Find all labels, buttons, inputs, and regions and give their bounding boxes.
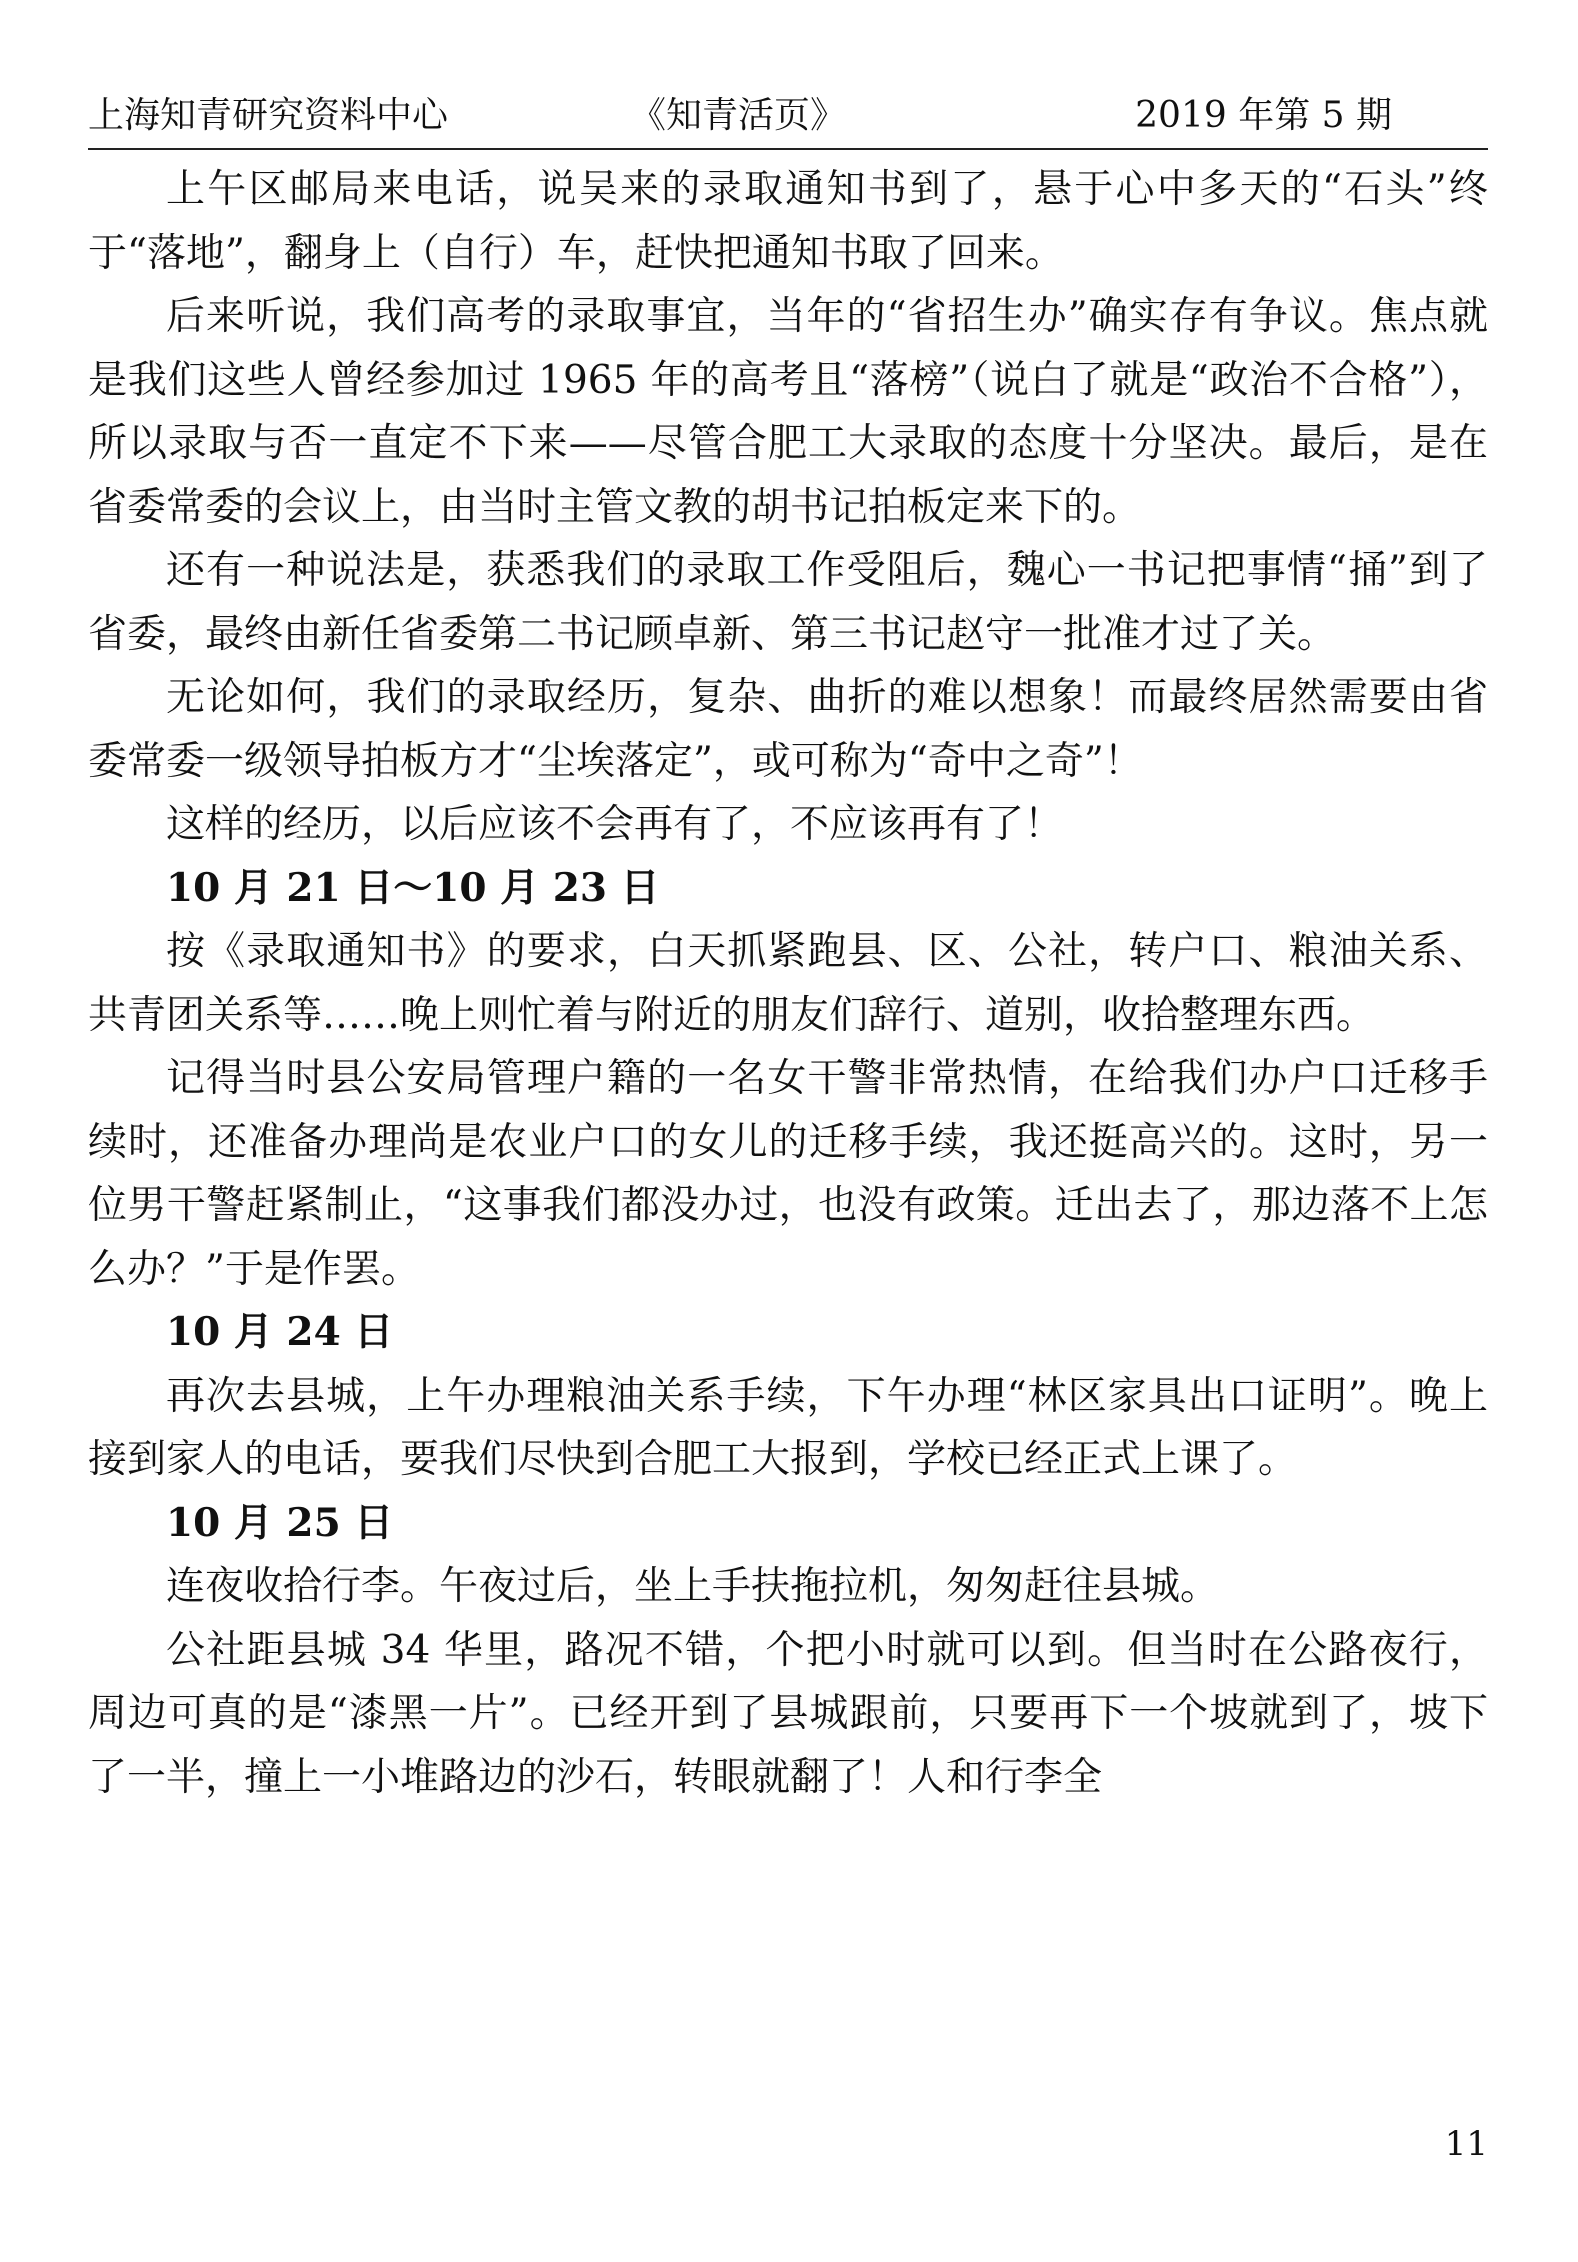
date-heading: 10 月 25 日: [166, 1499, 394, 1546]
article-body: [88, 158, 1488, 1809]
date-heading: 10 月 24 日: [166, 1309, 394, 1355]
paragraph: 公社距县城 34 华里，路况不错，个把小时就可以到。但当时在公路夜行，周边可真的是“漆黑一片”。已经开到了县城跟前，只要再下一个坡就到了，坡下了一半，撞上一小堆路边的沙石，转眼就翻了！人和行李全: [88, 1627, 1488, 1800]
date-heading: 10 月 21 日～10 月 23 日: [166, 864, 660, 911]
paragraph: 连夜收拾行李。午夜过后，坐上手扶拖拉机，匆匆赶往县城。: [166, 1564, 1220, 1609]
paragraph: 无论如何，我们的录取经历，复杂、曲折的难以想象！而最终居然需要由省委常委一级领导拍板方才“尘埃落定”，或可称为“奇中之奇”！: [88, 675, 1488, 784]
paragraph: 按《录取通知书》的要求，白天抓紧跑县、区、公社，转户口、粮油关系、共青团关系等……晚上则忙着与附近的朋友们辞行、道别，收拾整理东西。: [88, 929, 1488, 1038]
header-publisher: 上海知青研究资料中心: [88, 95, 449, 136]
header-publication-title: 《知青活页》: [630, 95, 847, 136]
paragraph: 再次去县城，上午办理粮油关系手续，下午办理“林区家具出口证明”。晚上接到家人的电话，要我们尽快到合肥工大报到，学校已经正式上课了。: [88, 1373, 1488, 1482]
paragraph: 后来听说，我们高考的录取事宜，当年的“省招生办”确实存有争议。焦点就是我们这些人曾经参加过 1965 年的高考且“落榜”（说白了就是“政治不合格”），所以录取与否一直定不下来——尽管合肥工大录取的态度十分坚决。最后，是在省委常委的会议上，由当时主管文教的胡书记拍板定来下的。: [88, 294, 1488, 530]
paragraph: 这样的经历，以后应该不会再有了，不应该再有了！: [166, 802, 1064, 847]
paragraph: 上午区邮局来电话，说吴来的录取通知书到了，悬于心中多天的“石头”终于“落地”，翻身上（自行）车，赶快把通知书取了回来。: [88, 167, 1488, 276]
page-number: 11: [1444, 2124, 1488, 2164]
header-issue: 2019 年第 5 期: [1135, 95, 1392, 136]
page-header: [88, 92, 1488, 150]
paragraph: 还有一种说法是，获悉我们的录取工作受阻后，魏心一书记把事情“捅”到了省委，最终由新任省委第二书记顾卓新、第三书记赵守一批准才过了关。: [88, 548, 1488, 657]
paragraph: 记得当时县公安局管理户籍的一名女干警非常热情，在给我们办户口迁移手续时，还准备办理尚是农业户口的女儿的迁移手续，我还挺高兴的。这时，另一位男干警赶紧制止，“这事我们都没办过，也没有政策。迁出去了，那边落不上怎么办？”于是作罢。: [88, 1056, 1488, 1292]
